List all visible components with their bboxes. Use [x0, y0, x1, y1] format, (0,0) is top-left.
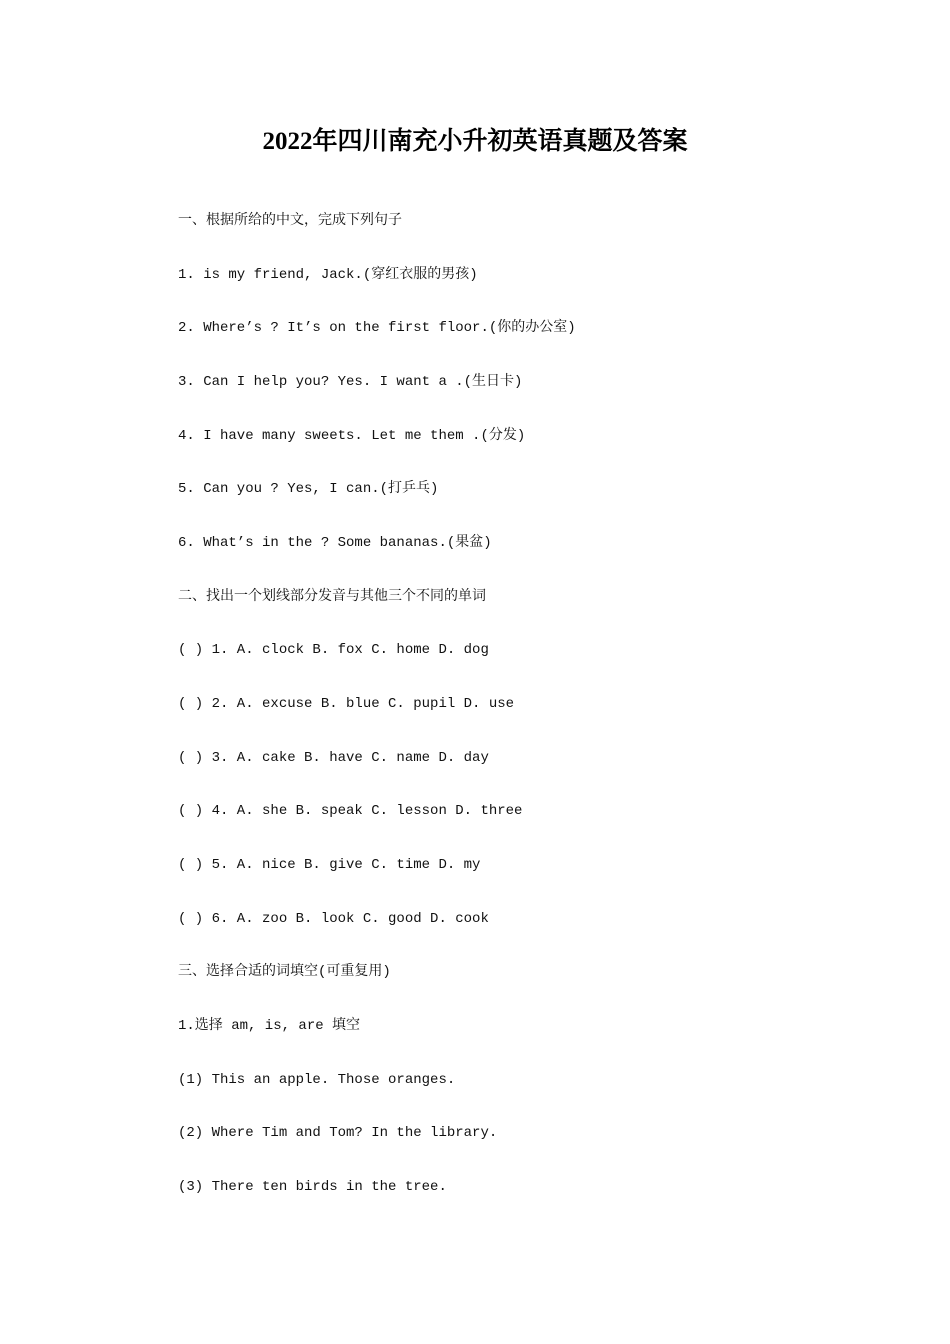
question-line: 2. Where’s ? It’s on the first floor.(你的办公室)	[178, 320, 576, 337]
section-heading-2: 二、找出一个划线部分发音与其他三个不同的单词	[178, 588, 486, 605]
question-line: (1) This an apple. Those oranges.	[178, 1071, 456, 1088]
question-line: ( ) 5. A. nice B. give C. time D. my	[178, 856, 481, 873]
question-line: (2) Where Tim and Tom? In the library.	[178, 1125, 498, 1142]
question-line: ( ) 2. A. excuse B. blue C. pupil D. use	[178, 695, 515, 712]
question-line: 3. Can I help you? Yes. I want a .(生日卡)	[178, 373, 523, 390]
sub-heading: 1.选择 am, is, are 填空	[178, 1017, 361, 1034]
question-line: ( ) 3. A. cake B. have C. name D. day	[178, 749, 489, 766]
question-line: (3) There ten birds in the tree.	[178, 1178, 447, 1195]
question-line: 1. is my friend, Jack.(穿红衣服的男孩)	[178, 266, 478, 283]
question-line: ( ) 6. A. zoo B. look C. good D. cook	[178, 910, 489, 927]
question-line: 4. I have many sweets. Let me them .(分发)	[178, 427, 526, 444]
section-heading-3: 三、选择合适的词填空(可重复用)	[178, 964, 391, 981]
question-line: ( ) 4. A. she B. speak C. lesson D. three	[178, 803, 523, 820]
question-line: 6. What’s in the ? Some bananas.(果盆)	[178, 534, 492, 551]
section-heading-1: 一、根据所给的中文，完成下列句子	[178, 213, 402, 229]
question-line: 5. Can you ? Yes, I can.(打乒乓)	[178, 481, 439, 498]
question-line: ( ) 1. A. clock B. fox C. home D. dog	[178, 642, 489, 659]
page-title: 2022年四川南充小升初英语真题及答案	[262, 128, 688, 155]
document-body	[178, 195, 898, 1214]
